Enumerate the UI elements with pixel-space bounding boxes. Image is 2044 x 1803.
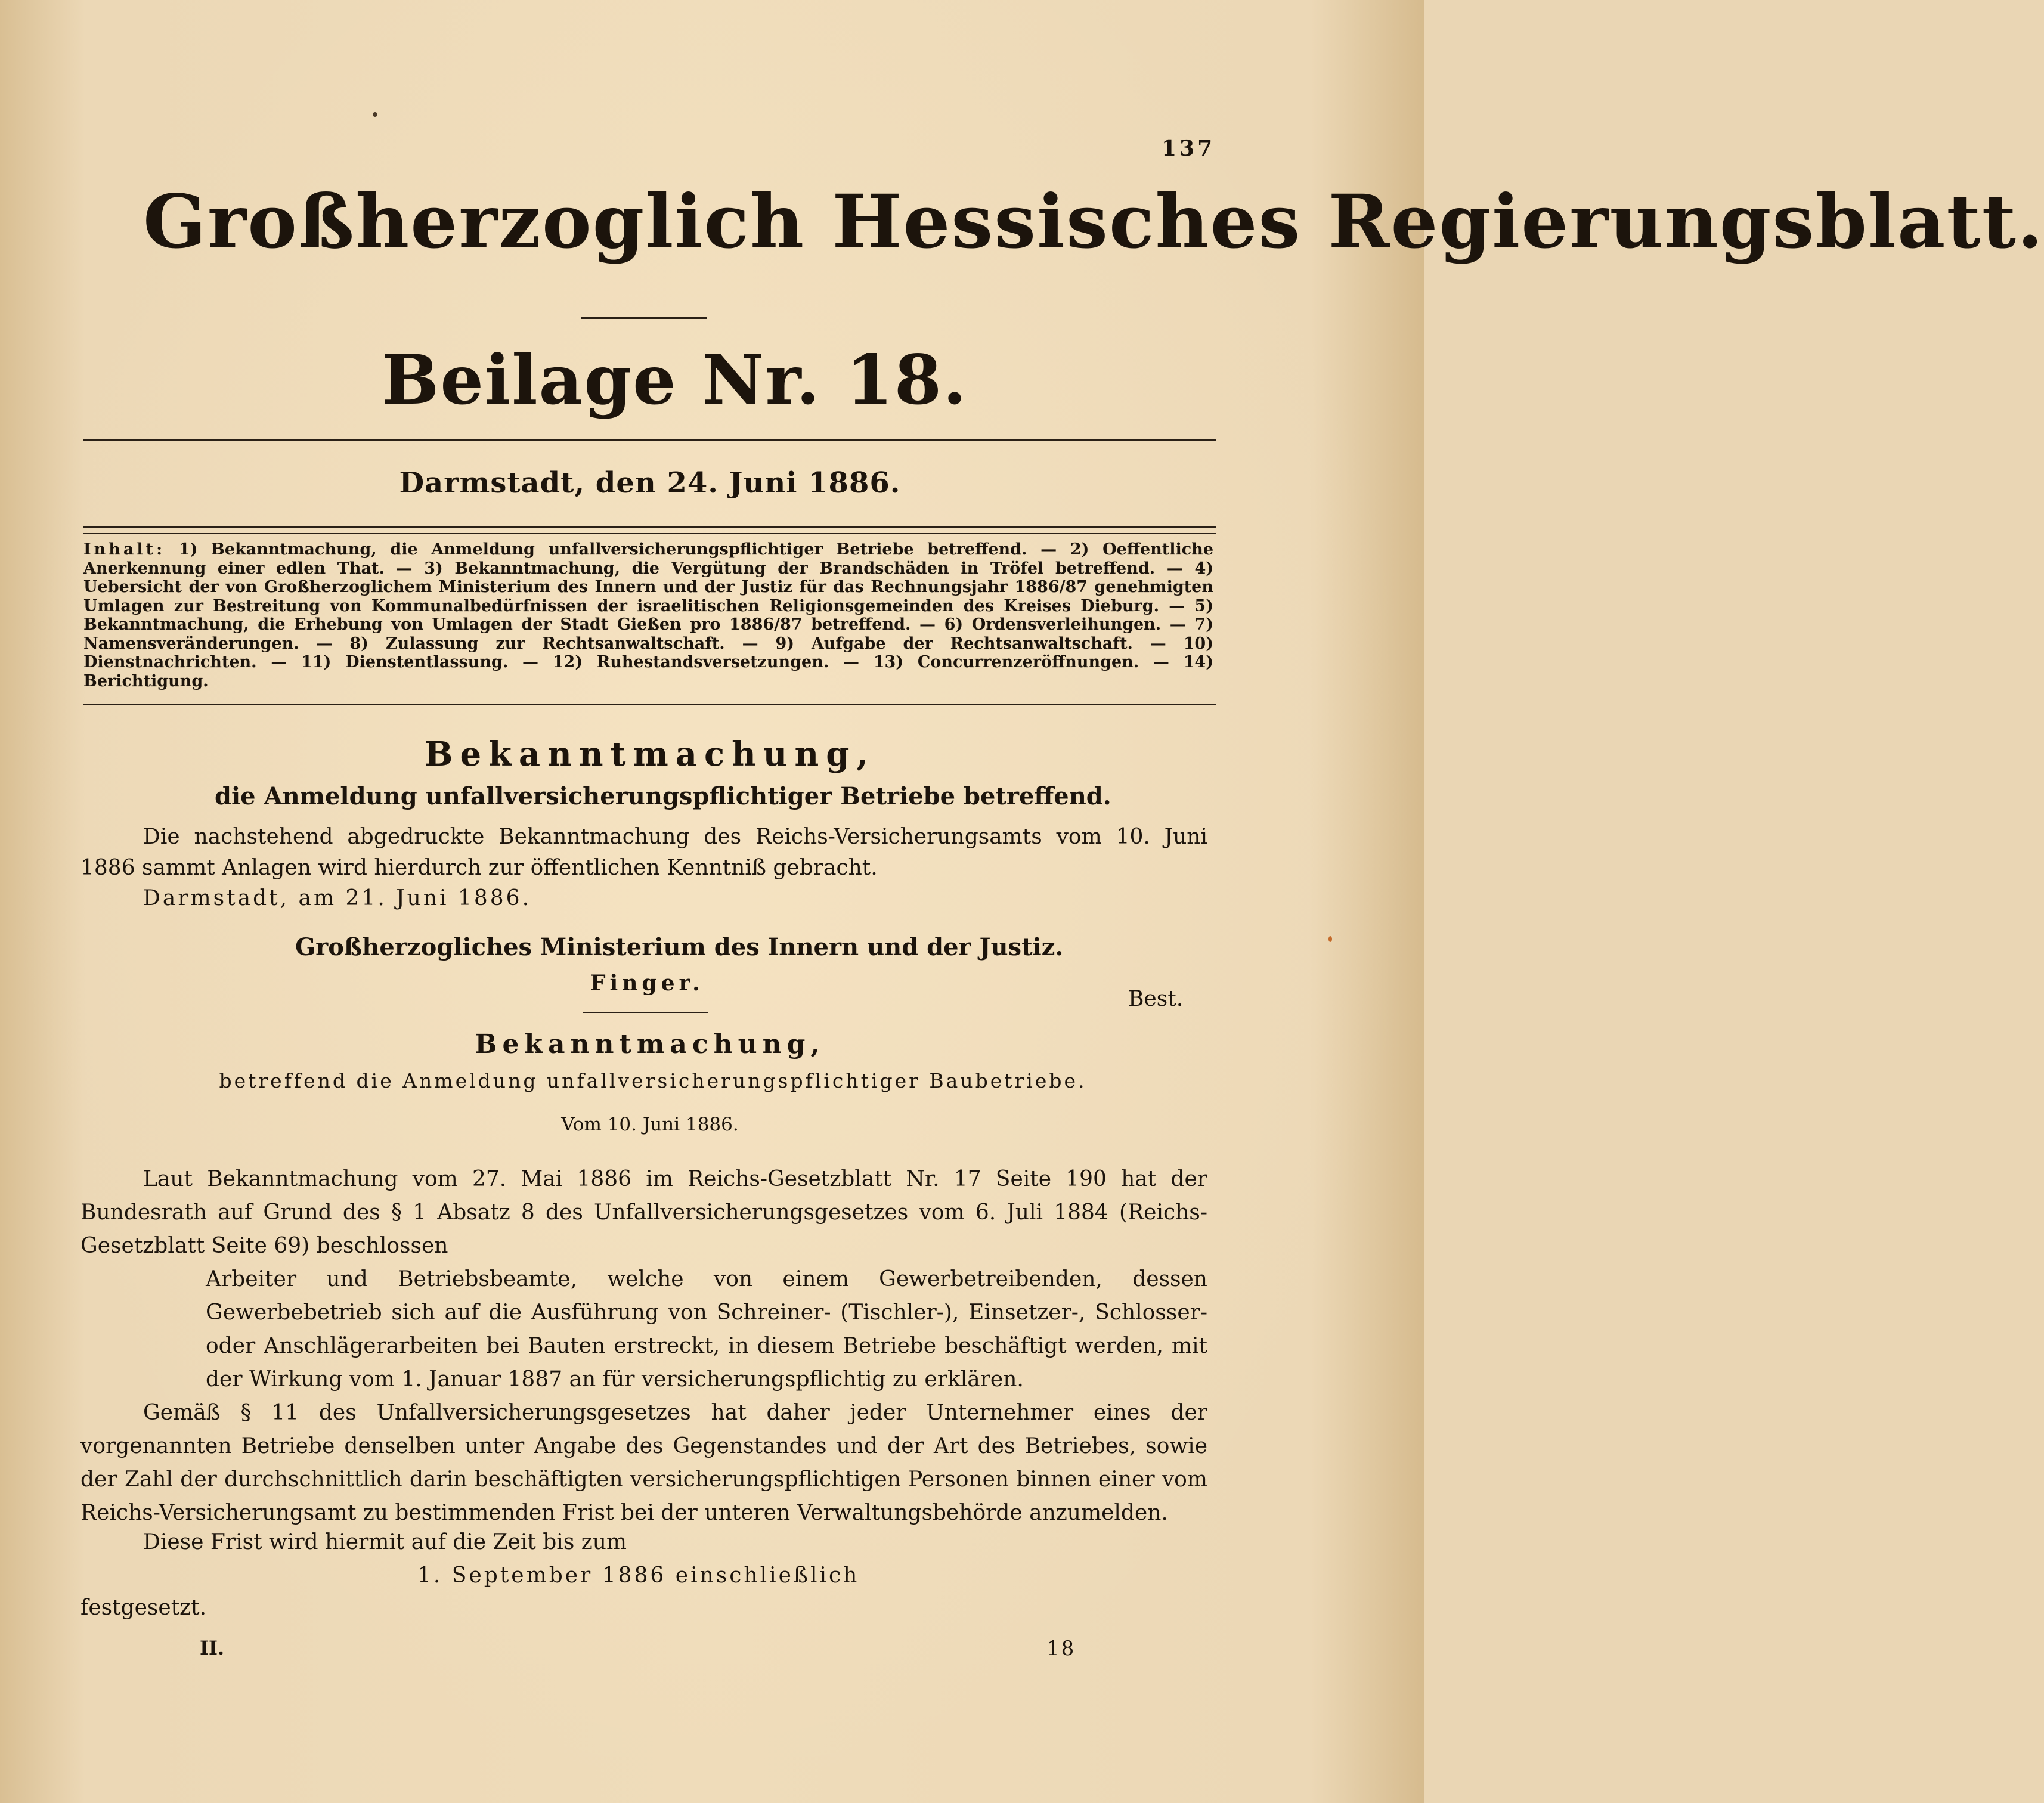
page-number: 137 xyxy=(1162,136,1216,161)
footer-sheet-number: 18 xyxy=(1046,1637,1076,1661)
section1-heading: Bekanntmachung, xyxy=(425,735,875,774)
section1-place-date: Darmstadt, am 21. Juni 1886. xyxy=(143,886,532,910)
section2-deadline: 1. September 1886 einschließlich xyxy=(417,1563,860,1588)
section2-closing: festgesetzt. xyxy=(80,1596,207,1620)
section1-ministry: Großherzogliches Ministerium des Innern und der Justiz. xyxy=(295,933,1064,961)
section2-quoted-resolution: Arbeiter und Betriebsbeamte, welche von einem Gewerbetreibenden, dessen Gewerbebetrieb sich auf die Ausführung von Schreiner- (Tischler-), Einsetzer-, Schlosser- oder Anschlägerarbeiten bei Bauten erstreckt, in diesem Betriebe beschäftigt werden, mit der Wirkung vom 1. Januar 1887 an für versicherungspflichtig zu erklären. xyxy=(206,1267,1207,1392)
section1-subheading: die Anmeldung unfallversicherungspflichtiger Betriebe betreffend. xyxy=(215,782,1111,810)
divider xyxy=(83,526,1216,528)
supplement-title: Beilage Nr. 18. xyxy=(382,340,968,420)
section1-signature: Finger. xyxy=(590,971,704,996)
table-of-contents xyxy=(83,540,1213,690)
section2-paragraph: Gemäß § 11 des Unfallversicherungsgesetzes hat daher jeder Unternehmer eines der vorgenannten Betriebe denselben unter Angabe des Gegenstandes und der Art des Betriebes, sowie der Zahl der durchschnittlich darin beschäftigten versicherungspflichtigen Personen binnen einer vom Reichs-Versicherungsamt zu bestimmenden Frist bei der unteren Verwaltungsbehörde anzumelden. xyxy=(80,1401,1207,1525)
divider xyxy=(83,439,1216,441)
contents-label: Inhalt: xyxy=(83,540,166,559)
section1-body: Die nachstehend abgedruckte Bekanntmachung des Reichs-Versicherungsamts vom 10. Juni 1886 sammt Anlagen wird hierdurch zur öffentlichen Kenntniß gebracht. xyxy=(80,825,1207,880)
dateline: Darmstadt, den 24. Juni 1886. xyxy=(399,466,901,500)
ink-speck xyxy=(373,112,377,117)
contents-text: 1) Bekanntmachung, die Anmeldung unfallversicherungspflichtiger Betriebe betreffend. — 2) Oeffentliche Anerkennung einer edlen That. — 3) Bekanntmachung, die Vergütung der Brandschäden in Tröfel betreffend. — 4) Uebersicht der von Großherzoglichem Ministerium des Innern und der Justiz für das Rechnungsjahr 1886/87 genehmigten Umlagen zur Bestreitung von Kommunalbedürfnissen der israelitischen Religionsgemeinden des Kreises Dieburg. — 5) Bekanntmachung, die Erhebung von Umlagen der Stadt Gießen pro 1886/87 betreffend. — 6) Ordensverleihungen. — 7) Namensveränderungen. — 8) Zulassung zur Rechtsanwaltschaft. — 9) Aufgabe der Rechtsanwaltschaft. — 10) Dienstnachrichten. — 11) Dienstentlassung. — 12) Ruhestandsversetzungen. — 13) Concurrenzeröffnungen. — 14) Berichtigung. xyxy=(83,540,1213,690)
section2-paragraph: Diese Frist wird hiermit auf die Zeit bis zum xyxy=(143,1530,627,1554)
divider xyxy=(83,704,1216,705)
section1-countersignature: Best. xyxy=(1128,987,1184,1011)
masthead-title: Großherzoglich Hessisches Regierungsblatt. xyxy=(143,179,2044,265)
section2-heading: Bekanntmachung, xyxy=(475,1029,825,1060)
divider xyxy=(581,317,707,319)
section2-date: Vom 10. Juni 1886. xyxy=(561,1114,739,1135)
footer-signature-mark: II. xyxy=(200,1637,225,1659)
divider xyxy=(583,1012,708,1013)
section2-subheading: betreffend die Anmeldung unfallversicherungspflichtiger Baubetriebe. xyxy=(219,1069,1087,1092)
section2-paragraph: Laut Bekanntmachung vom 27. Mai 1886 im Reichs-Gesetzblatt Nr. 17 Seite 190 hat der Bundesrath auf Grund des § 1 Absatz 8 des Unfallversicherungsgesetzes vom 6. Juli 1884 (Reichs-Gesetzblatt Seite 69) beschlossen xyxy=(80,1167,1207,1258)
divider xyxy=(83,533,1216,534)
ink-speck xyxy=(1328,936,1332,942)
